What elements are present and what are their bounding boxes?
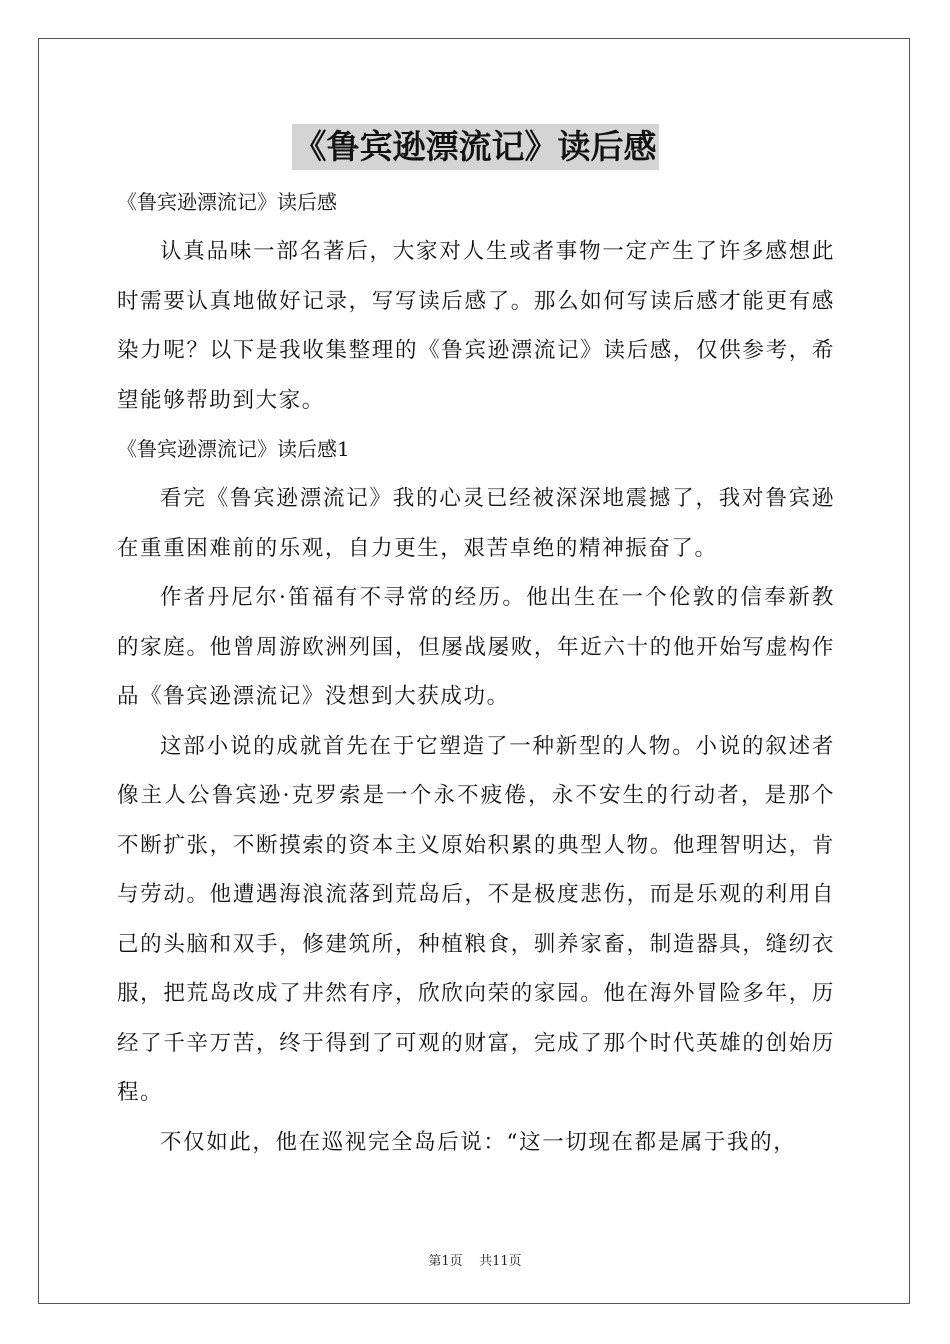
body-paragraph: 看完《鲁宾逊漂流记》我的心灵已经被深深地震撼了，我对鲁宾逊在重重困难前的乐观，自力更生，艰苦卓绝的精神振奋了。 [117,486,835,561]
body-paragraph: 不仅如此，他在巡视完全岛后说：“这一切现在都是属于我的， [160,1129,797,1155]
page-footer [0,1250,950,1269]
page-number: 第1页 [428,1254,463,1269]
document-body [117,178,835,1167]
page-total: 共11页 [479,1254,522,1269]
section-heading: 《鲁宾逊漂流记》读后感1 [117,437,350,461]
intro-paragraph: 认真品味一部名著后，大家对人生或者事物一定产生了许多感想此时需要认真地做好记录，写写读后感了。那么如何写读后感才能更有感染力呢？以下是我收集整理的《鲁宾逊漂流记》读后感，仅供参考，希望能够帮助到大家。 [117,239,835,413]
title-container [0,124,950,170]
document-title: 《鲁宾逊漂流记》读后感 [292,124,659,170]
footer-spacer [463,1254,480,1269]
body-paragraph: 作者丹尼尔·笛福有不寻常的经历。他出生在一个伦敦的信奉新教的家庭。他曾周游欧洲列国，但屡战屡败，年近六十的他开始写虚构作品《鲁宾逊漂流记》没想到大获成功。 [117,585,835,709]
body-paragraph: 这部小说的成就首先在于它塑造了一种新型的人物。小说的叙述者像主人公鲁宾逊·克罗索是一个永不疲倦，永不安生的行动者，是那个不断扩张，不断摸索的资本主义原始积累的典型人物。他理智明达，肯与劳动。他遭遇海浪流落到荒岛后，不是极度悲伤，而是乐观的利用自己的头脑和双手，修建筑所，种植粮食，驯养家畜，制造器具，缝纫衣服，把荒岛改成了井然有序，欣欣向荣的家园。他在海外冒险多年，历经了千辛万苦，终于得到了可观的财富，完成了那个时代英雄的创始历程。 [117,733,835,1105]
document-subtitle: 《鲁宾逊漂流记》读后感 [117,190,337,214]
